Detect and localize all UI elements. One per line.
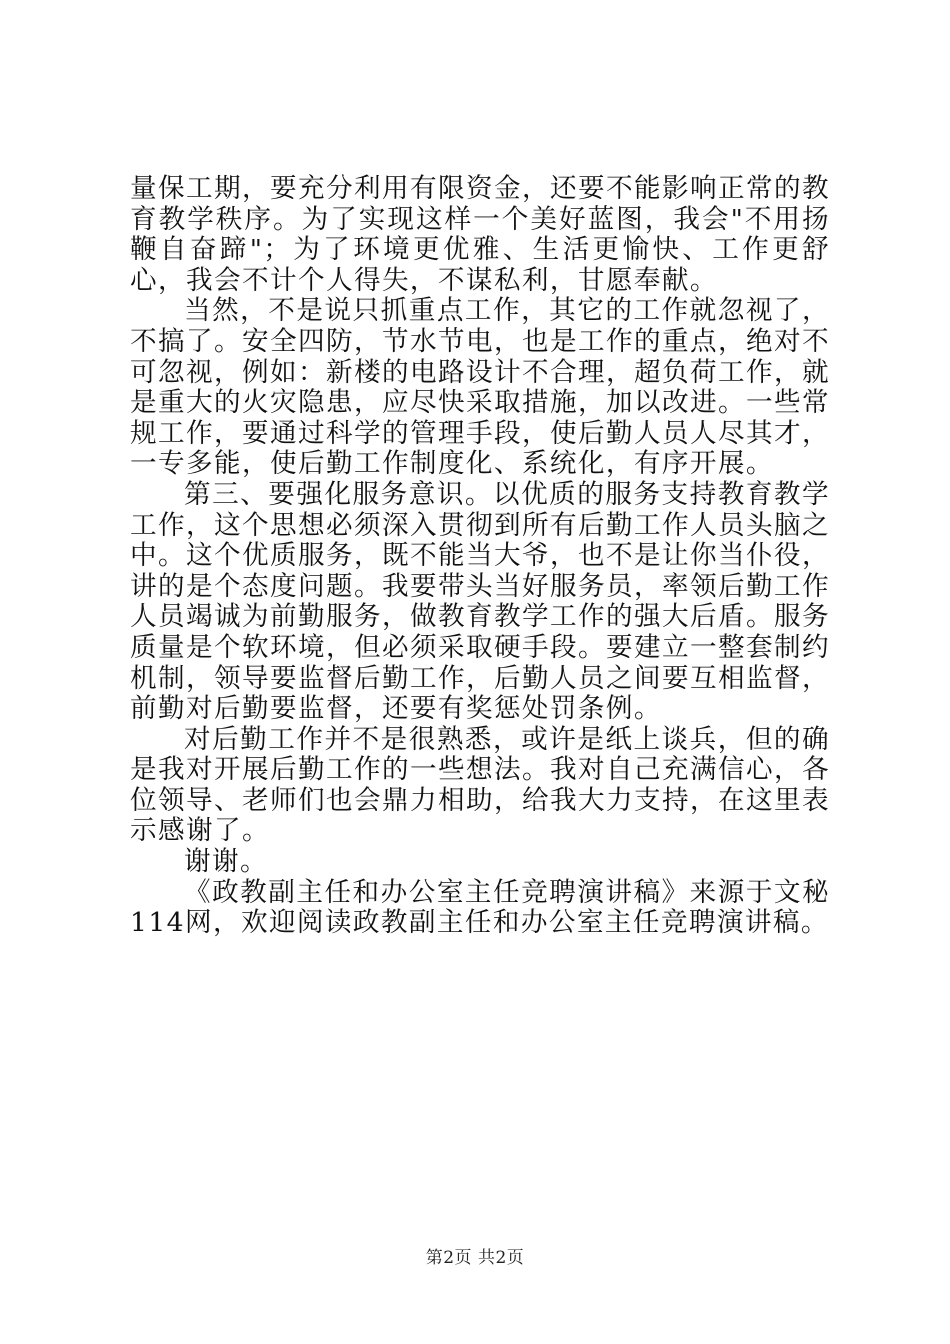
paragraph-service-awareness: 第三、要强化服务意识。以优质的服务支持教育教学工作，这个思想必须深入贯彻到所有后勤工作人员头脑之中。这个优质服务，既不能当大爷，也不是让你当仆役，讲的是个态度问题。我要带头当好服务员，率领后勤工作人员竭诚为前勤服务，做教育教学工作的强大后盾。服务质量是个软环境，但必须采取硬手段。要建立一整套制约机制，领导要监督后勤工作，后勤人员之间要互相监督，前勤对后勤要监督，还要有奖惩处罚条例。: [130, 478, 830, 725]
paragraph-continuation: 量保工期，要充分利用有限资金，还要不能影响正常的教育教学秩序。为了实现这样一个美好蓝图，我会"不用扬鞭自奋蹄"；为了环境更优雅、生活更愉快、工作更舒心，我会不计个人得失，不谋私利，甘愿奉献。: [130, 173, 830, 296]
paragraph-safety-work: 当然，不是说只抓重点工作，其它的工作就忽视了，不搞了。安全四防，节水节电，也是工作的重点，绝对不可忽视，例如：新楼的电路设计不合理，超负荷工作，就是重大的火灾隐患，应尽快采取措施，加以改进。一些常规工作，要通过科学的管理手段，使后勤人员人尽其才，一专多能，使后勤工作制度化、系统化，有序开展。: [130, 295, 830, 480]
paragraph-thanks: 谢谢。: [184, 846, 268, 878]
page-number-footer: 第2页 共2页: [425, 1248, 525, 1268]
document-body: [130, 174, 830, 939]
paragraph-source-note: 《政教副主任和办公室主任竞聘演讲稿》来源于文秘114网，欢迎阅读政教副主任和办公室主任竞聘演讲稿。: [130, 876, 830, 939]
paragraph-closing-remarks: 对后勤工作并不是很熟悉，或许是纸上谈兵，但的确是我对开展后勤工作的一些想法。我对自己充满信心，各位领导、老师们也会鼎力相助，给我大力支持，在这里表示感谢了。: [130, 723, 830, 847]
